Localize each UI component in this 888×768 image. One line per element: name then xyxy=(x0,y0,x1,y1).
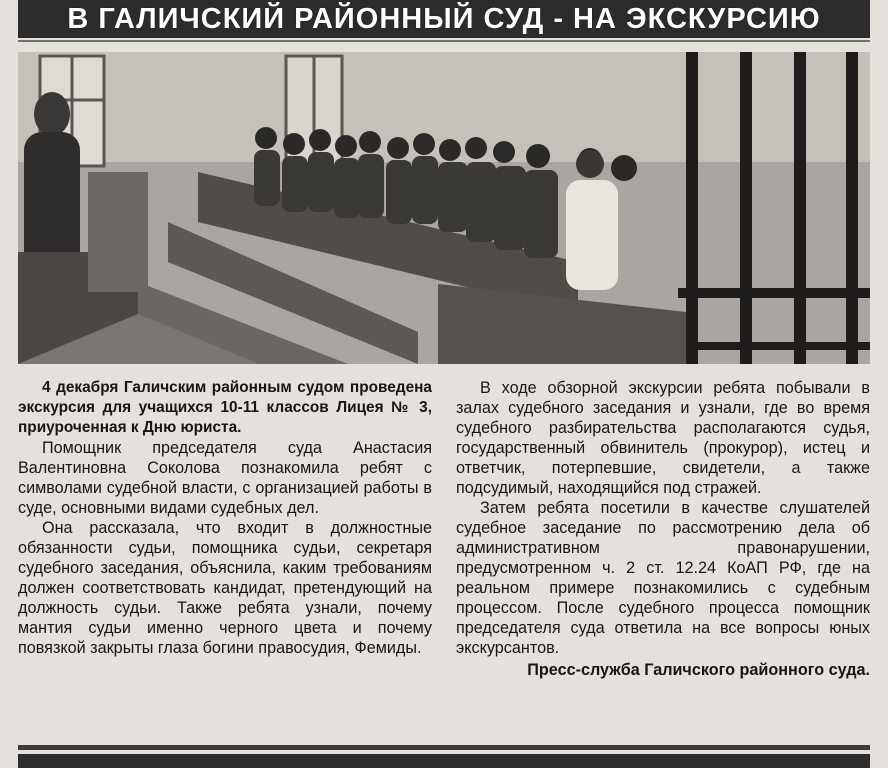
article-bottom-rule xyxy=(18,745,870,750)
article-lead: 4 декабря Галичским районным судом проведена экскурсия для учащихся 10-11 классов Лицея № 3, приуроченная к Дню юриста. xyxy=(18,379,432,436)
next-article-headline-bar xyxy=(18,754,870,768)
article-paragraph-3: В ходе обзорной экскурсии ребята побывали в залах судебного заседания и узнали, где во время судебного разбирательства располагаются судья, государственный обвинитель (прокурор), истец и ответчик, потерпевшие, свидетели, а также подсудимый, находящийся под стражей. xyxy=(456,379,870,497)
courtroom-photo xyxy=(18,52,870,364)
article-paragraph-1: Помощник председателя суда Анастасия Валентиновна Соколова познакомила ребят с символами судебной власти, с организацией работы в суде, основными видами судебных дел. xyxy=(18,439,432,517)
article-paragraph-4: Затем ребята посетили в качестве слушателей судебное заседание по рассмотрению дела об административном правонарушении, предусмотренном ч. 2 ст. 12.24 КоАП РФ, где на реальном примере познакомились с судебным процессом. После судебного процесса помощник председателя суда ответила на все вопросы юных экскурсантов. xyxy=(456,499,870,657)
article-headline: В ГАЛИЧСКИЙ РАЙОННЫЙ СУД - НА ЭКСКУРСИЮ xyxy=(67,2,821,35)
article-column-right xyxy=(456,378,870,680)
article-column-left xyxy=(18,378,432,658)
article-headline-bar xyxy=(18,0,870,38)
article-paragraph-2: Она рассказала, что входит в должностные обязанности судьи, помощника судьи, секретаря судебного заседания, объяснила, каким требованиям должен соответствовать кандидат, претендующий на должность судьи. Также ребята узнали, почему мантия судьи именно черного цвета и почему повязкой закрыты глаза богини правосудия, Фемиды. xyxy=(18,519,432,657)
article-signature: Пресс-служба Галичского районного суда. xyxy=(527,661,870,679)
courtroom-photo-drawing xyxy=(18,52,870,364)
headline-rule xyxy=(18,40,870,42)
